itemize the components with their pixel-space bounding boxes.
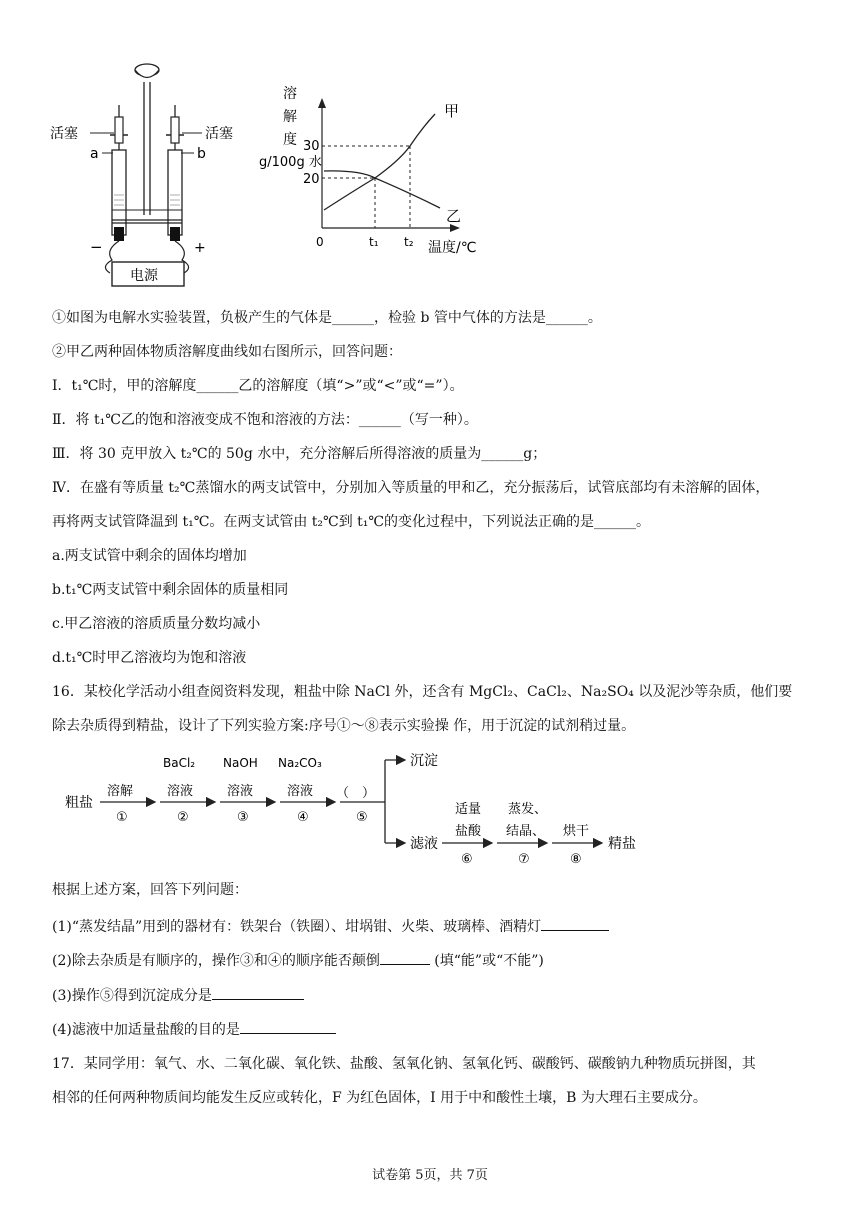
ylabel-char-3: 度 (283, 132, 297, 148)
answer-blank-2[interactable] (380, 950, 430, 965)
option-a: a.两支试管中剩余的固体均增加 (52, 548, 247, 564)
step2-reagent-suffix: 溶液 (167, 784, 194, 799)
x-axis-label: 温度/℃ (428, 240, 477, 256)
y-unit-label: g/100g 水 (259, 155, 322, 170)
q15-sub-iii: Ⅲ．将 30 克甲放入 t₂℃的 50g 水中，充分溶解后所得溶液的质量为______g； (52, 446, 547, 462)
start-crude-salt: 粗盐 (65, 795, 93, 811)
q16-item-2-hint: (填“能”或“不能”) (429, 953, 544, 969)
q17-line2: 相邻的任何两种物质间均能发生反应或转化，F 为红色固体，I 用于中和酸性土壤，B 为大理石主要成分。 (52, 1090, 707, 1106)
tube-a-label: a (90, 146, 99, 162)
series-jia-curve (324, 114, 435, 210)
q17-line1: 17．某同学用：氧气、水、二氧化碳、氧化铁、盐酸、氢氧化钠、氢氧化钙、碳酸钙、碳酸钠九种物质玩拼图，其 (52, 1056, 756, 1072)
q16-item-2-text: (2)除去杂质是有顺序的，操作③和④的顺序能否颠倒 (52, 953, 380, 969)
electrolysis-apparatus (50, 55, 265, 290)
q15-sub-i: Ⅰ．t₁℃时，甲的溶解度______乙的溶解度（填“>”或“<”或“=”）。 (52, 378, 464, 394)
right-valve-label: 活塞 (205, 126, 233, 142)
series-label-jia: 甲 (444, 102, 460, 120)
q15-part2-intro: ②甲乙两种固体物质溶解度曲线如右图所示，回答问题： (52, 344, 402, 360)
step1-number: ① (116, 810, 128, 825)
q16-item-3 (52, 985, 304, 1006)
end-refined-salt: 精盐 (608, 836, 636, 852)
series-yi-curve (324, 171, 440, 208)
step5-number: ⑤ (356, 810, 368, 825)
page-footer: 试卷第 5页，共 7页 (372, 1168, 488, 1183)
q16-item-1-text: (1)“蒸发结晶”用到的器材有：铁架台（铁圈）、坩埚钳、火柴、玻璃棒、酒精灯 (52, 919, 542, 935)
positive-terminal-label: + (194, 240, 206, 256)
q16-item-3-text: (3)操作⑤得到沉淀成分是 (52, 988, 212, 1004)
step7-label-1: 蒸发、 (508, 802, 548, 817)
series-label-yi: 乙 (446, 207, 462, 225)
step1-label: 溶解 (107, 784, 134, 799)
negative-terminal-label: − (90, 238, 103, 256)
answer-blank-1[interactable] (541, 916, 609, 931)
step8-number: ⑧ (570, 852, 582, 867)
q15-sub-iv-line2: 再将两支试管降温到 t₁℃。在两支试管由 t₂℃到 t₁℃的变化过程中，下列说法正确的是______。 (52, 514, 651, 530)
x-tick-t1: t₁ (369, 235, 379, 249)
precipitate-label: 沉淀 (410, 753, 438, 769)
ylabel-char-2: 解 (283, 109, 297, 125)
power-supply-label: 电源 (130, 268, 158, 284)
q16-line1: 16．某校化学活动小组查阅资料发现，粗盐中除 NaCl 外，还含有 MgCl₂、CaCl₂、Na₂SO₄ 以及泥沙等杂质，他们要 (52, 684, 793, 700)
step5-blank: （ ） (336, 786, 376, 801)
step3-reagent: NaOH (223, 756, 258, 770)
q16-line2: 除去杂质得到精盐，设计了下列实验方案:序号①～⑧表示实验操 作，用于沉淀的试剂稍过量。 (52, 718, 636, 734)
solubility-chart (250, 78, 500, 263)
step4-number: ④ (297, 810, 309, 825)
left-valve-label: 活塞 (50, 126, 78, 142)
option-b: b.t₁℃两支试管中剩余固体的质量相同 (52, 582, 289, 598)
answer-blank-4[interactable] (240, 1019, 336, 1034)
step7-label-2: 结晶、 (506, 824, 546, 839)
step3-reagent-suffix: 溶液 (227, 784, 254, 799)
step6-number: ⑥ (461, 852, 473, 867)
filtrate-label: 滤液 (410, 836, 438, 852)
step4-reagent-suffix: 溶液 (287, 784, 314, 799)
tube-b-label: b (197, 146, 206, 162)
option-c: c.甲乙溶液的溶质质量分数均减小 (52, 616, 261, 632)
step2-number: ② (177, 810, 189, 825)
x-tick-t2: t₂ (404, 235, 414, 249)
q15-part1: ①如图为电解水实验装置，负极产生的气体是______，检验 b 管中气体的方法是______。 (52, 310, 602, 326)
step6-label-1: 适量 (455, 802, 482, 817)
q16-item-4-text: (4)滤液中加适量盐酸的目的是 (52, 1022, 240, 1038)
salt-purification-flowchart (60, 745, 660, 870)
step2-reagent: BaCl₂ (163, 756, 196, 770)
q16-item-4 (52, 1019, 336, 1040)
step6-label-2: 盐酸 (455, 824, 482, 839)
q15-sub-iv-line1: Ⅳ．在盛有等质量 t₂℃蒸馏水的两支试管中，分别加入等质量的甲和乙，充分振荡后，试管底部均有未溶解的固体， (52, 480, 770, 496)
ylabel-char-1: 溶 (283, 86, 297, 102)
q16-answer-intro: 根据上述方案，回答下列问题： (52, 882, 248, 898)
q16-item-2 (52, 950, 544, 971)
option-d: d.t₁℃时甲乙溶液均为饱和溶液 (52, 650, 247, 666)
step7-number: ⑦ (518, 852, 530, 867)
step4-reagent: Na₂CO₃ (278, 756, 322, 770)
origin-label: 0 (316, 235, 324, 249)
answer-blank-3[interactable] (212, 985, 304, 1000)
y-tick-20: 20 (303, 172, 320, 187)
q16-item-1 (52, 916, 609, 937)
step3-number: ③ (237, 810, 249, 825)
q15-sub-ii: Ⅱ．将 t₁℃乙的饱和溶液变成不饱和溶液的方法：______（写一种）。 (52, 412, 478, 428)
step8-label: 烘干 (563, 824, 590, 839)
y-tick-30: 30 (303, 139, 320, 154)
